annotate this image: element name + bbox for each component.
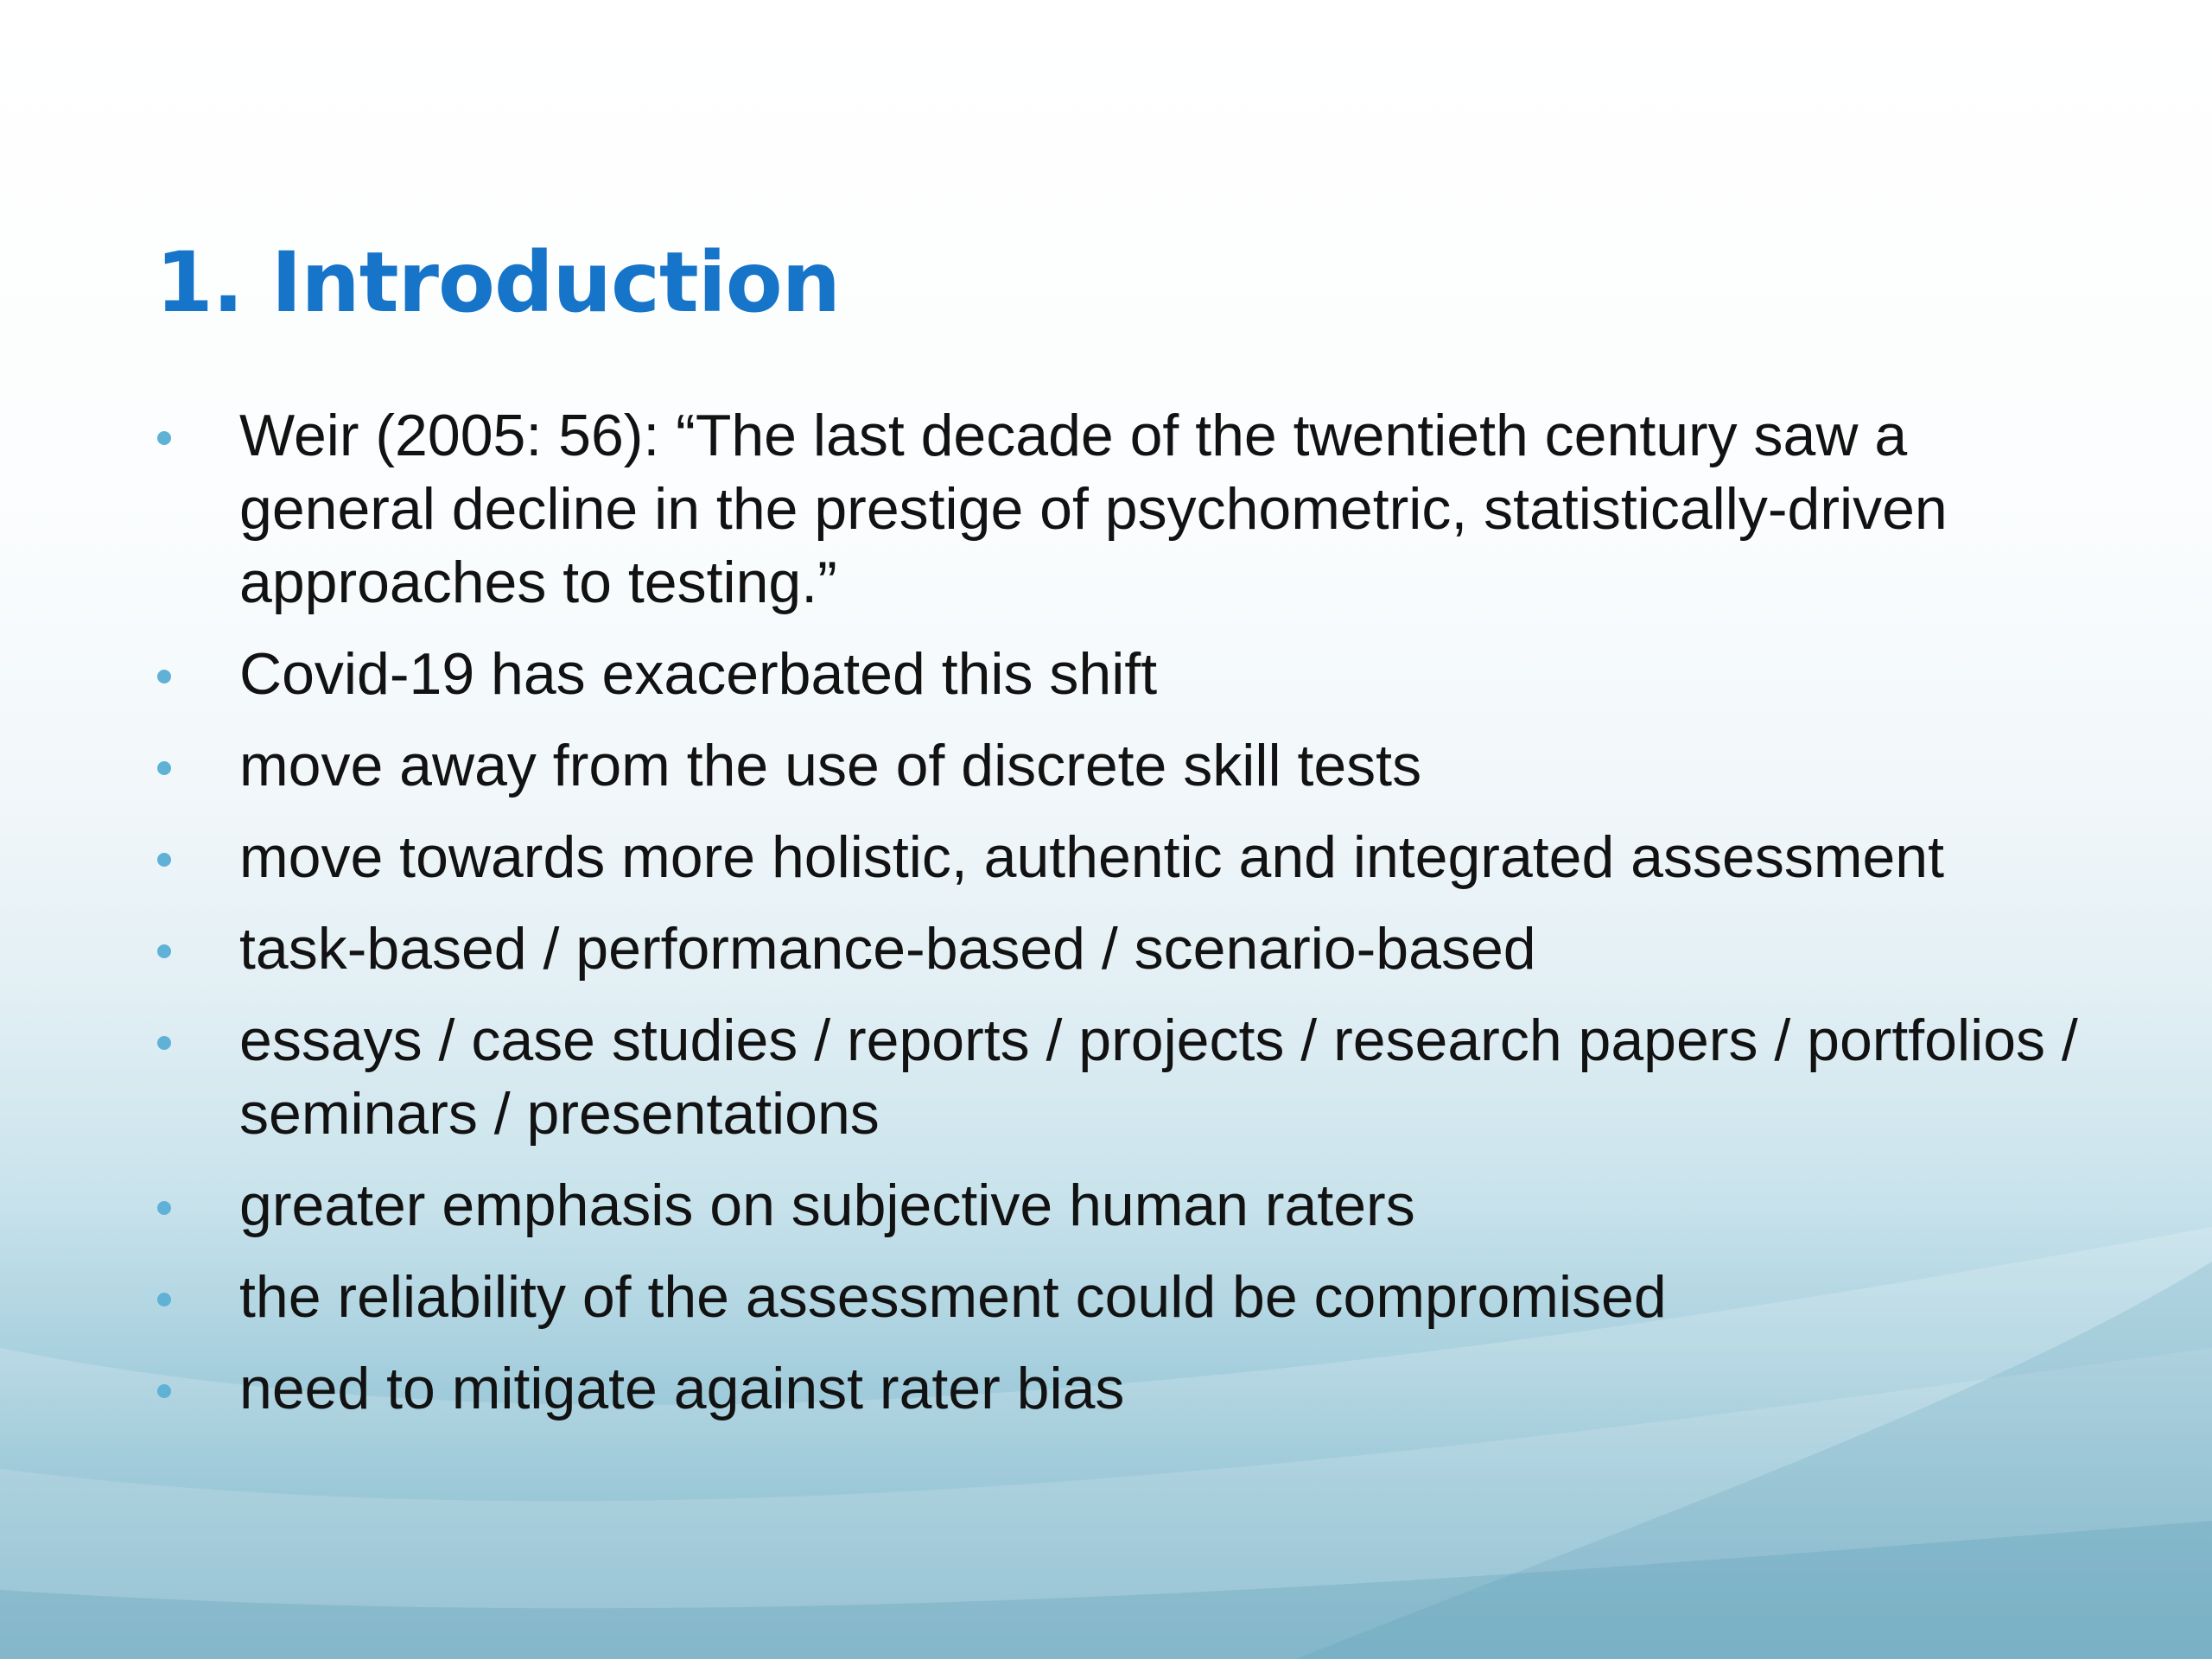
bullet-text: the reliability of the assessment could be compromised bbox=[239, 1264, 1667, 1330]
bullet-text: Weir (2005: 56): “The last decade of the twentieth century saw a general decline in the prestige of psychometric, statistically-driven approaches to testing.” bbox=[239, 403, 1948, 615]
bullet-icon bbox=[157, 1293, 171, 1306]
bullet-icon bbox=[157, 944, 171, 958]
bullet-item bbox=[156, 729, 2091, 803]
bullet-item bbox=[156, 1352, 2091, 1426]
bullet-icon bbox=[157, 761, 171, 775]
bullet-text: essays / case studies / reports / projects / research papers / portfolios / seminars / presentations bbox=[239, 1007, 2078, 1147]
bullet-item bbox=[156, 821, 2091, 894]
bullet-icon bbox=[157, 1201, 171, 1215]
bullet-text: Covid-19 has exacerbated this shift bbox=[239, 641, 1158, 707]
bullet-icon bbox=[157, 670, 171, 683]
bullet-icon bbox=[157, 431, 171, 445]
bullet-icon bbox=[157, 853, 171, 867]
bullet-list bbox=[156, 399, 2091, 1444]
bullet-item bbox=[156, 1169, 2091, 1243]
bullet-item bbox=[156, 638, 2091, 711]
bullet-icon bbox=[157, 1036, 171, 1050]
bullet-text: need to mitigate against rater bias bbox=[239, 1356, 1125, 1421]
bullet-item bbox=[156, 399, 2091, 620]
bullet-item bbox=[156, 1004, 2091, 1151]
bullet-text: task-based / performance-based / scenario-based bbox=[239, 916, 1536, 982]
bullet-text: greater emphasis on subjective human raters bbox=[239, 1173, 1415, 1238]
bullet-icon bbox=[157, 1384, 171, 1398]
bullet-item bbox=[156, 912, 2091, 986]
bullet-text: move away from the use of discrete skill tests bbox=[239, 733, 1422, 798]
bullet-item bbox=[156, 1261, 2091, 1334]
bullet-text: move towards more holistic, authentic and integrated assessment bbox=[239, 824, 1944, 890]
slide-title: 1. Introduction bbox=[156, 234, 840, 331]
